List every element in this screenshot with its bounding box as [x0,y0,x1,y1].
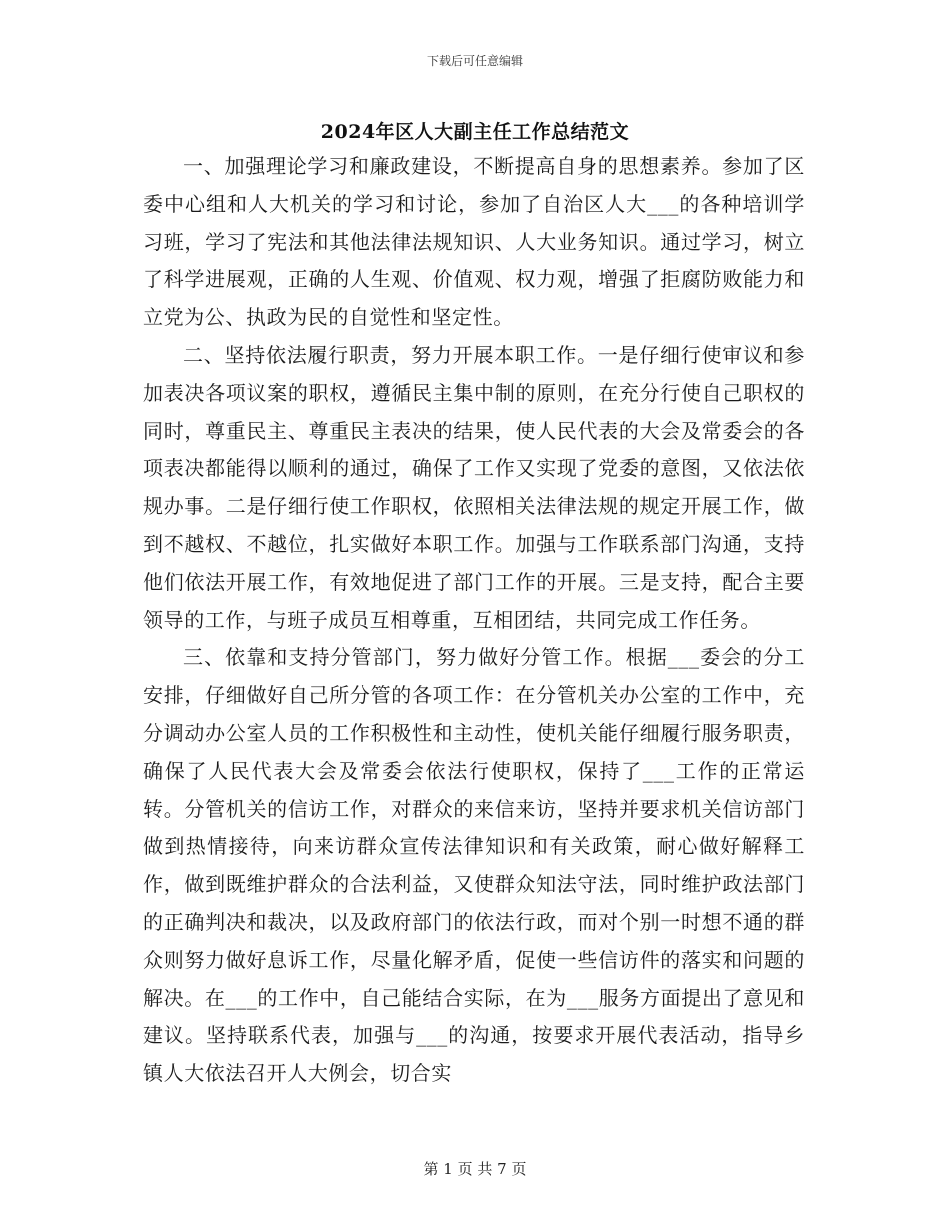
page-number: 第 1 页 共 7 页 [423,1160,527,1178]
paragraph-3: 三、依靠和支持分管部门，努力做好分管工作。根据___委会的分工安排，仔细做好自己所分管的各项工作：在分管机关办公室的工作中，充分调动办公室人员的工作积极性和主动性，使机关能仔细履行服务职责，确保了人民代表大会及常委会依法行使职权，保持了___工作的正常运转。分管机关的信访工作，对群众的来信来访，坚持并要求机关信访部门做到热情接待，向来访群众宣传法律知识和有关政策，耐心做好解释工作，做到既维护群众的合法利益，又使群众知法守法，同时维护政法部门的正确判决和裁决，以及政府部门的依法行政，而对个别一时想不通的群众则努力做好息诉工作，尽量化解矛盾，促使一些信访件的落实和问题的解决。在___的工作中，自己能结合实际，在为___服务方面提出了意见和建议。坚持联系代表，加强与___的沟通，按要求开展代表活动，指导乡镇人大依法召开人大例会，切合实 [143,645,805,1086]
document-title: 2024年区人大副主任工作总结范文 [320,121,630,143]
paragraph-2: 二、坚持依法履行职责，努力开展本职工作。一是仔细行使审议和参加表决各项议案的职权，遵循民主集中制的原则，在充分行使自己职权的同时，尊重民主、尊重民主表决的结果，使人民代表的大会及常委会的各项表决都能得以顺利的通过，确保了工作又实现了党委的意图，又依法依规办事。二是仔细行使工作职权，依照相关法律法规的规定开展工作，做到不越权、不越位，扎实做好本职工作。加强与工作联系部门沟通，支持他们依法开展工作，有效地促进了部门工作的开展。三是支持，配合主要领导的工作，与班子成员互相尊重，互相团结，共同完成工作任务。 [143,342,805,632]
document-body [143,148,805,1093]
header-note: 下载后可任意编辑 [426,54,523,68]
paragraph-1: 一、加强理论学习和廉政建设，不断提高自身的思想素养。参加了区委中心组和人大机关的学习和讨论，参加了自治区人大___的各种培训学习班，学习了宪法和其他法律法规知识、人大业务知识。通过学习，树立了科学进展观，正确的人生观、价值观、权力观，增强了拒腐防败能力和立党为公、执政为民的自觉性和坚定性。 [143,154,805,330]
